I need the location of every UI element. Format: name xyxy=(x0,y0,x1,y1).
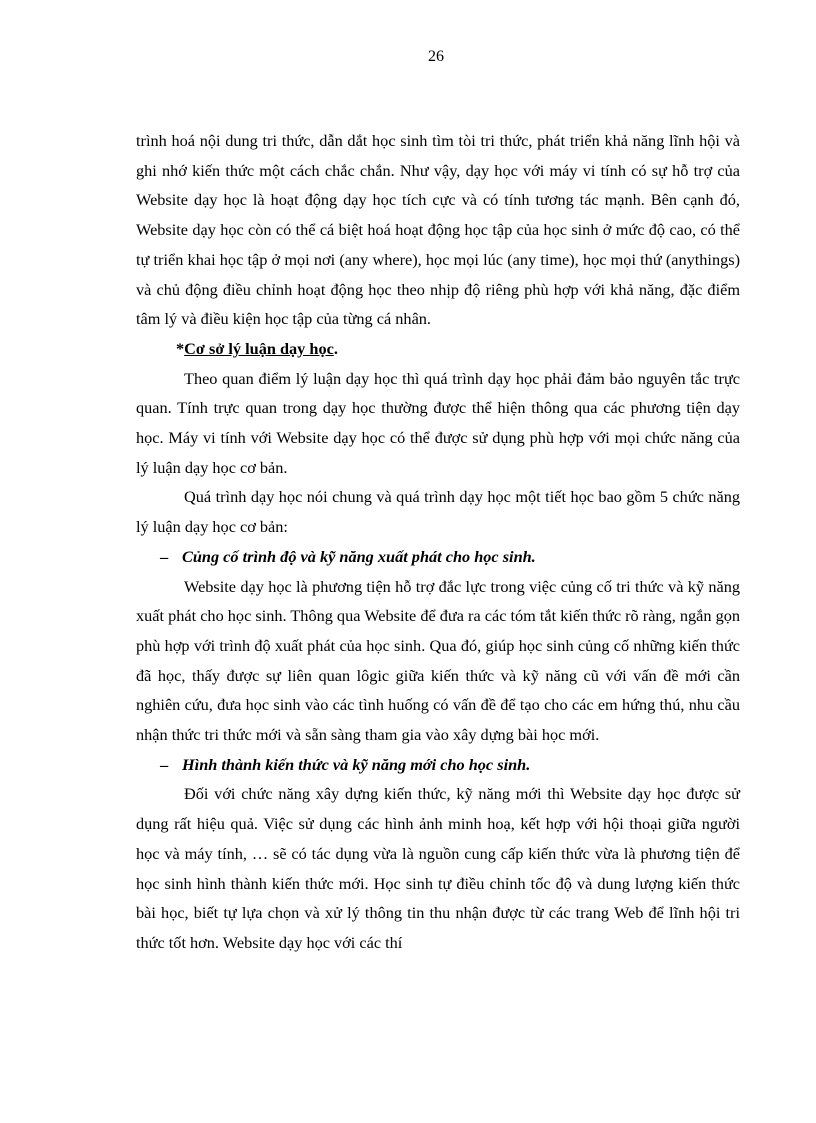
bullet-new-knowledge xyxy=(136,750,740,780)
bullet-text: Củng cố trình độ và kỹ năng xuất phát cho học sinh. xyxy=(182,546,536,566)
paragraph-new-knowledge: Đối với chức năng xây dựng kiến thức, kỹ năng mới thì Website dạy học được sử dụng rất hiệu quả. Việc sử dụng các hình ảnh minh hoạ, kết hợp với hội thoại giữa người học và máy tính, … sẽ có tác dụng vừa là nguồn cung cấp kiến thức vừa là phương tiện để học sinh hình thành kiến thức mới. Học sinh tự điều chỉnh tốc độ và dung lượng kiến thức bài học, biết tự lựa chọn và xử lý thông tin thu nhận được từ các trang Web để lĩnh hội tri thức tốt hơn. Website dạy học với các thí xyxy=(136,784,740,952)
section-heading xyxy=(136,334,740,364)
bullet-dash: – xyxy=(160,754,169,774)
body-text xyxy=(136,126,740,958)
paragraph-functions: Quá trình dạy học nói chung và quá trình dạy học một tiết học bao gồm 5 chức năng lý luận dạy học cơ bản: xyxy=(136,487,740,537)
heading-text: Cơ sở lý luận dạy học xyxy=(184,338,334,358)
bullet-dash: – xyxy=(160,546,169,566)
page-number: 26 xyxy=(428,48,444,65)
heading-asterisk: * xyxy=(176,338,185,358)
paragraph-continuation: trình hoá nội dung tri thức, dẫn dắt học sinh tìm tòi tri thức, phát triển khả năng lĩnh hội và ghi nhớ kiến thức một cách chắc chắn. Như vậy, dạy học với máy vi tính có sự hỗ trợ của Website dạy học là hoạt động dạy học tích cực và có tính tương tác mạnh. Bên cạnh đó, Website dạy học còn có thể cá biệt hoá hoạt động học tập của học sinh ở mức độ cao, có thể tự triển khai học tập ở mọi nơi (any where), học mọi lúc (any time), học mọi thứ (anythings) và chủ động điều chỉnh hoạt động học theo nhịp độ riêng phù hợp với khả năng, đặc điểm tâm lý và điều kiện học tập của từng cá nhân. xyxy=(136,131,740,329)
heading-period: . xyxy=(333,338,338,358)
bullet-consolidate xyxy=(136,542,740,572)
paragraph-theory: Theo quan điểm lý luận dạy học thì quá trình dạy học phải đảm bảo nguyên tắc trực quan. Tính trực quan trong dạy học thường được thể hiện thông qua các phương tiện dạy học. Máy vi tính với Website dạy học có thể được sử dụng phù hợp với mọi chức năng của lý luận dạy học cơ bản. xyxy=(136,368,740,477)
paragraph-consolidate: Website dạy học là phương tiện hỗ trợ đắc lực trong việc củng cố tri thức và kỹ năng xuất phát cho học sinh. Thông qua Website để đưa ra các tóm tắt kiến thức rõ ràng, ngắn gọn phù hợp với trình độ xuất phát của học sinh. Qua đó, giúp học sinh củng cố những kiến thức đã học, thấy được sự liên quan lôgic giữa kiến thức và kỹ năng cũ với vấn đề mới cần nghiên cứu, đưa học sinh vào các tình huống có vấn đề để tạo cho các em hứng thú, nhu cầu nhận thức tri thức mới và sẵn sàng tham gia vào xây dựng bài học mới. xyxy=(136,576,740,745)
bullet-text: Hình thành kiến thức và kỹ năng mới cho học sinh. xyxy=(182,754,531,774)
